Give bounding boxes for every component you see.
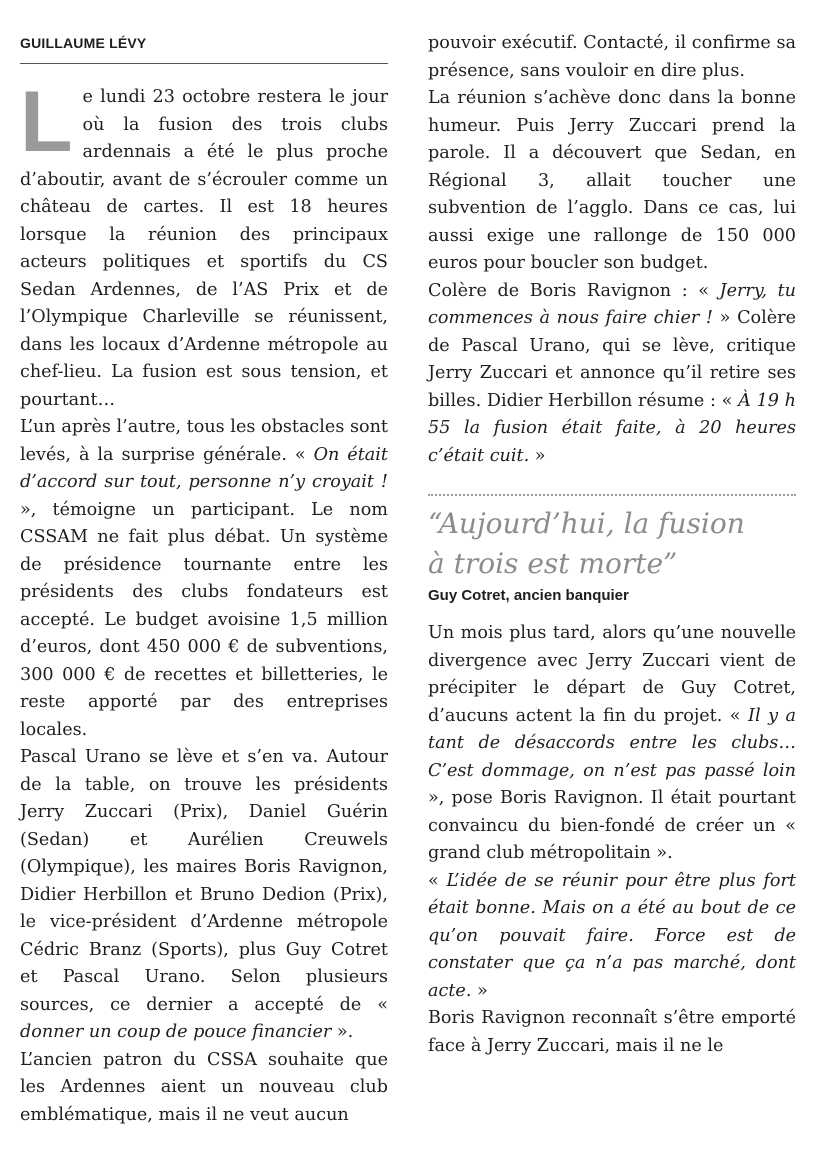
text-run: e lundi 23 octobre restera le jour où la fusion des trois clubs ardennais a été le plus proche d’aboutir, avant de s’écrouler comme un château de cartes. Il est 18 heures lorsque la réunion des principaux acteurs politiques et sportifs du CS Sedan Ardennes, de l’AS Prix et de l’Olympique Charleville se réunissent, dans les locaux d’Ardenne métropole au chef-lieu. La fusion est sous tension, et pourtant… <box>20 87 388 410</box>
paragraph <box>428 1005 796 1060</box>
text-run: » Colère de Pascal Urano, qui se lève, critique Jerry Zuccari et annonce qu’il retire ses billes. Didier Herbillon résume : « <box>428 308 796 411</box>
text-run: Pascal Urano se lève et s’en va. Autour de la table, on trouve les présidents Jerry Zuccari (Prix), Daniel Guérin (Sedan) et Aurélien Creuwels (Olympique), les maires Boris Ravignon, Didier Herbillon et Bruno Dedion (Prix), le vice-président d’Ardenne métropole Cédric Branz (Sports), plus Guy Cotret et Pascal Urano. Selon plusieurs sources, ce dernier a accepté de « <box>20 747 388 1015</box>
text-run: », témoigne un participant. Le nom CSSAM ne fait plus débat. Un système de présidence tournante entre les présidents des clubs fondateurs est accepté. Le budget avoisine 1,5 million d’euros, dont 450 000 € de subventions, 300 000 € de recettes et billetteries, le reste apporté par des entreprises locales. <box>20 499 388 740</box>
italic-quote-text: À 19 h 55 la fusion était faite, à 20 heures c’était cuit. <box>428 390 796 466</box>
text-run: La réunion s’achève donc dans la bonne humeur. Puis Jerry Zuccari prend la parole. Il a découvert que Sedan, en Régional 3, allait toucher une subvention de l’agglo. Dans ce cas, lui aussi exige une rallonge de 150 000 euros pour boucler son budget. <box>428 88 796 273</box>
text-run: » <box>471 980 488 1001</box>
left-body <box>20 74 388 1129</box>
paragraph <box>20 744 388 1047</box>
pull-quote-line-2: à trois est morte” <box>428 547 678 580</box>
text-run: Un mois plus tard, alors qu’une nouvelle divergence avec Jerry Zuccari vient de précipiter le départ de Guy Cotret, d’aucuns actent la fin du projet. « <box>428 623 796 726</box>
paragraph-lead <box>20 74 388 414</box>
italic-quote-text: L’idée de se réunir pour être plus fort était bonne. Mais on a été au bout de ce qu’on pouvait faire. Force est de constater que ça n’a pas marché, dont acte. <box>428 870 796 1001</box>
italic-quote-text: Jerry, tu commences à nous faire chier ! <box>428 280 796 328</box>
text-run: Boris Ravignon reconnaît s’être emporté face à Jerry Zuccari, mais il ne le <box>428 1008 796 1056</box>
italic-quote-text: Il y a tant de désaccords entre les clubs… C’est dommage, on n’est pas passé loin <box>428 705 796 781</box>
italic-quote-text: On était d’accord sur tout, personne n’y croyait ! <box>20 444 388 492</box>
paragraph <box>428 30 796 85</box>
text-run: L’ancien patron du CSSA souhaite que les Ardennes aient un nouveau club emblématique, mais il ne veut aucun <box>20 1049 388 1125</box>
text-run: », pose Boris Ravignon. Il était pourtant convaincu du bien-fondé de créer un « grand club métropolitain ». <box>428 788 796 863</box>
byline: GUILLAUME LÉVY <box>20 35 147 51</box>
paragraph <box>428 85 796 278</box>
italic-quote-text: donner un coup de pouce financier <box>20 1022 332 1042</box>
pull-quote-author: Guy Cotret, ancien banquier <box>428 587 629 604</box>
drop-cap: L <box>20 74 73 170</box>
byline-rule <box>20 63 388 64</box>
text-run: pouvoir exécutif. Contacté, il confirme sa présence, sans vouloir en dire plus. <box>428 33 796 81</box>
text-run: ». <box>331 1022 354 1042</box>
text-run: » <box>529 445 546 466</box>
text-run: L’un après l’autre, tous les obstacles sont levés, à la surprise générale. « <box>20 417 388 465</box>
paragraph <box>428 868 796 1006</box>
pull-quote-line-1: “Aujourd’hui, la fusion <box>428 507 745 540</box>
right-column <box>428 0 796 1060</box>
text-run: Colère de Boris Ravignon : « <box>428 280 720 301</box>
pull-quote <box>428 504 796 584</box>
left-column <box>20 0 388 1129</box>
paragraph <box>428 620 796 868</box>
paragraph <box>20 414 388 744</box>
text-run: « <box>428 870 447 891</box>
paragraph <box>20 1047 388 1130</box>
dotted-divider <box>428 494 796 496</box>
paragraph <box>428 278 796 471</box>
